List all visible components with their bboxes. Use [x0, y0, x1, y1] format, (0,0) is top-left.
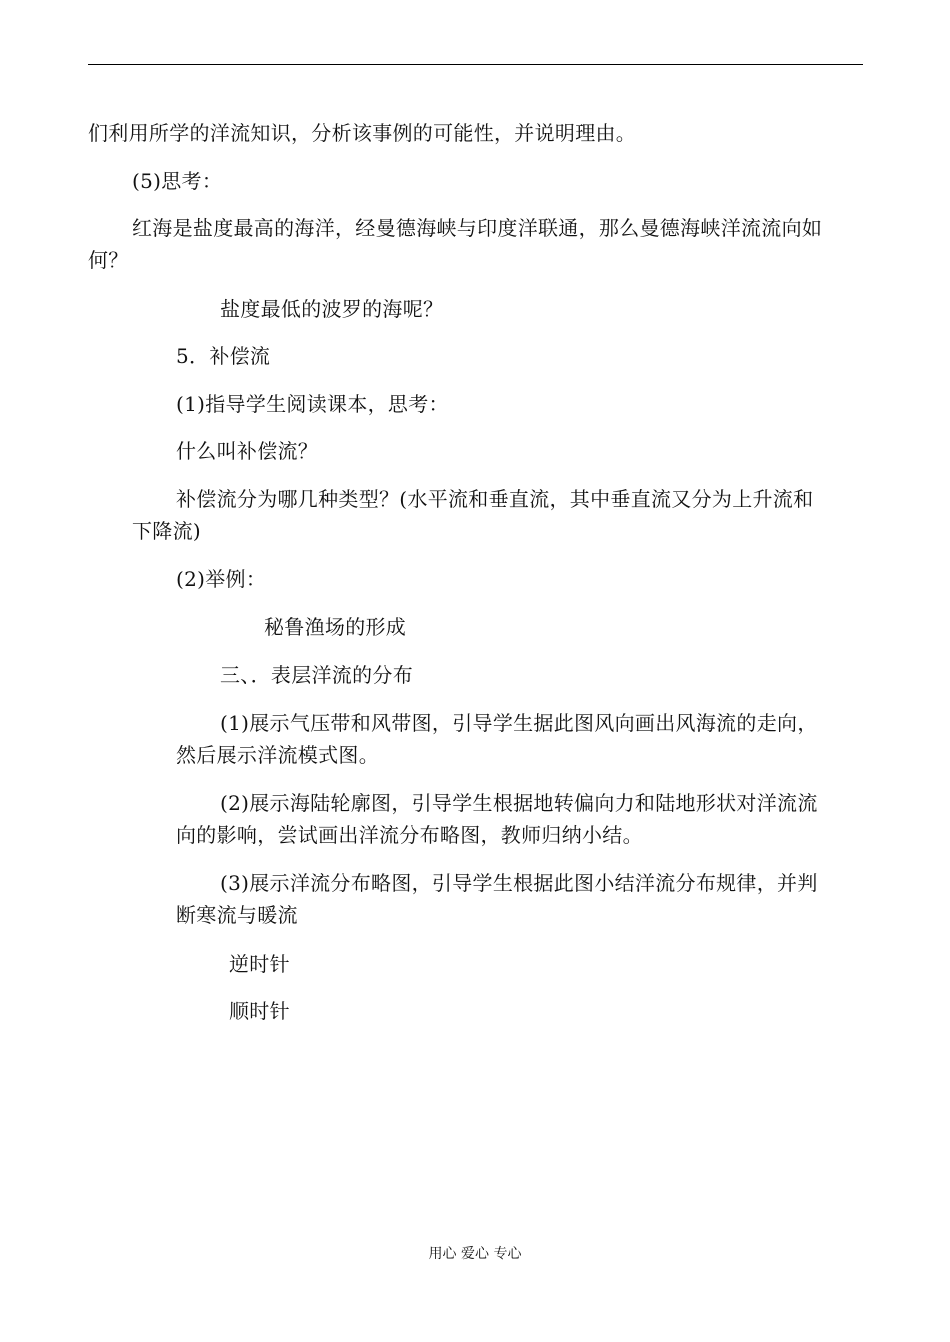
text-line: 补偿流分为哪几种类型？(水平流和垂直流，其中垂直流又分为上升流和 — [176, 487, 814, 511]
text-line: (3)展示洋流分布略图，引导学生根据此图小结洋流分布规律，并判 — [220, 871, 818, 895]
text-line: 断寒流与暖流 — [176, 903, 298, 927]
text-line: (1)展示气压带和风带图，引导学生据此图风向画出风海流的走向， — [220, 711, 818, 735]
text-line: (2)展示海陆轮廓图，引导学生根据地转偏向力和陆地形状对洋流流 — [220, 791, 818, 815]
text-line: 向的影响，尝试画出洋流分布略图，教师归纳小结。 — [176, 823, 643, 847]
page-footer: 用心 爱心 专心 — [428, 1246, 522, 1262]
text-line: 下降流) — [132, 519, 202, 543]
text-line: 然后展示洋流模式图。 — [176, 743, 379, 767]
text-line: 们利用所学的洋流知识，分析该事例的可能性，并说明理由。 — [88, 121, 637, 145]
text-line: 盐度最低的波罗的海呢？ — [220, 297, 444, 321]
text-line: 红海是盐度最高的海洋，经曼德海峡与印度洋联通，那么曼德海峡洋流流向如 — [132, 216, 823, 240]
text-line: 何？ — [88, 248, 129, 272]
text-line: (5)思考： — [132, 169, 223, 193]
text-line: (2)举例： — [176, 567, 267, 591]
text-line: 三、．表层洋流的分布 — [220, 663, 413, 687]
text-line: 秘鲁渔场的形成 — [264, 615, 407, 639]
text-line: (1)指导学生阅读课本，思考： — [176, 392, 449, 416]
text-line: 顺时针 — [229, 999, 290, 1023]
header-rule — [88, 64, 863, 65]
text-line: 5．补偿流 — [176, 344, 271, 368]
text-line: 什么叫补偿流？ — [176, 439, 319, 463]
text-line: 逆时针 — [229, 952, 290, 976]
